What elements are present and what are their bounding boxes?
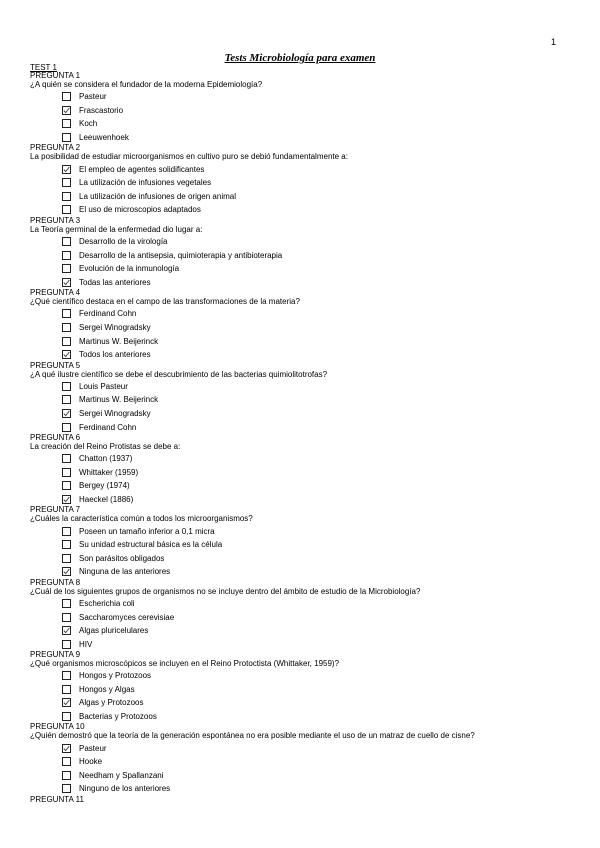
checkmark-icon [63,279,70,286]
answer-option[interactable] [30,741,570,755]
question-number: PREGUNTA 8 [30,577,81,587]
checkbox-checked[interactable] [62,165,71,174]
answer-option[interactable] [30,334,570,348]
answer-option[interactable] [30,782,570,796]
answer-option[interactable] [30,131,570,145]
questions-container [30,72,570,796]
answer-options [30,307,570,361]
checkmark-icon [63,745,70,752]
checkmark-icon [63,568,70,575]
checkmark-icon [63,351,70,358]
answer-option[interactable] [30,276,570,290]
test-label: TEST 1 [30,63,57,72]
answer-options [30,669,570,723]
answer-option[interactable] [30,669,570,683]
answer-option[interactable] [30,696,570,710]
answer-option[interactable] [30,624,570,638]
checkbox[interactable] [62,554,71,563]
option-label: Ferdinand Cohn [79,422,137,432]
checkbox[interactable] [62,382,71,391]
option-label: Ninguna de las anteriores [79,567,171,577]
answer-option[interactable] [30,637,570,651]
question-text: ¿A quién se considera el fundador de la moderna Epidemiología? [30,80,263,89]
checkbox[interactable] [62,423,71,432]
option-label: Martinus W. Beijerinck [79,336,159,346]
checkbox[interactable] [62,771,71,780]
answer-option[interactable] [30,597,570,611]
checkbox-checked[interactable] [62,744,71,753]
answer-option[interactable] [30,117,570,131]
option-label: Frascastorio [79,105,124,115]
question-number: PREGUNTA 9 [30,650,81,659]
answer-option[interactable] [30,190,570,204]
question-block [30,434,570,506]
option-label: Saccharomyces cerevisiae [79,612,175,622]
question-block [30,144,570,216]
option-label: Hongos y Algas [79,684,135,694]
answer-option[interactable] [30,248,570,262]
option-label: Koch [79,119,98,129]
question-text: ¿Cuáles la característica común a todos los microorganismos? [30,514,253,524]
checkbox[interactable] [62,454,71,463]
option-label: La utilización de infusiones de origen animal [79,191,236,201]
checkbox[interactable] [62,133,71,142]
checkbox[interactable] [62,205,71,214]
question-text: ¿Cuál de los siguientes grupos de organismos no se incluye dentro del ámbito de estudio de la Microbiología? [30,586,421,596]
checkbox-checked[interactable] [62,350,71,359]
answer-option[interactable] [30,465,570,479]
answer-option[interactable] [30,479,570,493]
option-label: Hongos y Protozoos [79,671,152,681]
answer-option[interactable] [30,452,570,466]
question-number: PREGUNTA 3 [30,215,81,225]
option-label: Ferdinand Cohn [79,309,137,319]
option-label: Whittaker (1959) [79,467,139,477]
question-block [30,506,570,578]
answer-option[interactable] [30,235,570,249]
checkbox[interactable] [62,119,71,128]
answer-option[interactable] [30,104,570,118]
answer-option[interactable] [30,203,570,217]
answer-option[interactable] [30,551,570,565]
option-label: Leeuwenhoek [79,133,129,143]
option-label: Desarrollo de la virología [79,237,168,247]
question-block [30,72,570,144]
question-text: ¿Qué científico destaca en el campo de las transformaciones de la materia? [30,297,300,307]
option-label: El empleo de agentes solidificantes [79,164,205,174]
option-label: Poseen un tamaño inferior a 0,1 micra [79,526,215,536]
option-label: Hooke [79,757,103,767]
checkbox[interactable] [62,251,71,260]
checkbox[interactable] [62,481,71,490]
option-label: Louis Pasteur [79,381,128,391]
checkbox[interactable] [62,712,71,721]
question-number: PREGUNTA 10 [30,722,85,732]
question-block [30,217,570,289]
answer-options [30,162,570,216]
option-label: Su unidad estructural básica es la célula [79,540,223,550]
checkbox-checked[interactable] [62,106,71,115]
option-label: Martinus W. Beijerinck [79,395,159,405]
option-label: Bacterias y Protozoos [79,712,157,722]
option-label: La utilización de infusiones vegetales [79,178,212,188]
checkbox-checked[interactable] [62,567,71,576]
answer-option[interactable] [30,176,570,190]
answer-option[interactable] [30,162,570,176]
option-label: Sergei Winogradsky [79,323,151,333]
question-number: PREGUNTA 6 [30,432,81,442]
answer-option[interactable] [30,420,570,434]
option-label: Todos los anteriores [79,350,151,360]
answer-options [30,524,570,578]
question-text: ¿Quién demostró que la teoría de la generación espontánea no era posible mediante el uso de un matraz de cuello de cisne? [30,731,475,741]
option-label: Bergey (1974) [79,481,130,491]
checkbox-checked[interactable] [62,278,71,287]
answer-option[interactable] [30,610,570,624]
checkbox[interactable] [62,178,71,187]
question-text: La Teoría germinal de la enfermedad dio lugar a: [30,224,203,234]
checkbox[interactable] [62,337,71,346]
question-text: ¿Qué organismos microscópicos se incluyen en el Reino Protoctista (Whittaker, 1959)? [30,659,340,668]
option-label: Todas las anteriores [79,277,151,287]
checkmark-icon [63,410,70,417]
question-block [30,723,570,795]
option-label: HIV [79,639,93,649]
answer-option[interactable] [30,393,570,407]
answer-options [30,235,570,289]
question-number: PREGUNTA 7 [30,505,81,515]
checkmark-icon [63,166,70,173]
checkbox[interactable] [62,309,71,318]
answer-option[interactable] [30,755,570,769]
checkbox-checked[interactable] [62,409,71,418]
option-label: Ninguno de los anteriores [79,784,171,794]
checkbox[interactable] [62,685,71,694]
question-text: ¿A qué ilustre científico se debe el descubrimiento de las bacterias quimiolitotrofas? [30,369,328,379]
option-label: Escherichia coli [79,598,135,608]
answer-option[interactable] [30,262,570,276]
checkmark-icon [63,107,70,114]
document-title: Tests Microbiología para examen [224,52,376,64]
checkbox-checked[interactable] [62,495,71,504]
answer-option[interactable] [30,565,570,579]
option-label: Evolución de la inmunología [79,264,180,274]
answer-option[interactable] [30,493,570,507]
option-label: Algas pluricelulares [79,626,149,636]
answer-option[interactable] [30,769,570,783]
question-text: La creación del Reino Protistas se debe a: [30,441,181,451]
answer-option[interactable] [30,321,570,335]
option-label: Pasteur [79,92,107,102]
question-block [30,362,570,434]
answer-options [30,380,570,434]
option-label: Son parásitos obligados [79,553,165,563]
checkbox-checked[interactable] [62,626,71,635]
option-label: Pasteur [79,743,107,753]
answer-options [30,597,570,651]
question-block [30,289,570,361]
checkbox[interactable] [62,613,71,622]
answer-option[interactable] [30,307,570,321]
question-number: PREGUNTA 1 [30,71,81,80]
question-number: PREGUNTA 2 [30,143,81,153]
checkbox[interactable] [62,540,71,549]
answer-option[interactable] [30,524,570,538]
option-label: Desarrollo de la antisepsia, quimioterapia y antibioterapia [79,250,283,260]
checkmark-icon [63,627,70,634]
question-text: La posibilidad de estudiar microorganismos en cultivo puro se debió fundamentalmente a: [30,152,348,162]
option-label: Sergei Winogradsky [79,408,151,418]
checkbox[interactable] [62,192,71,201]
answer-option[interactable] [30,407,570,421]
checkbox[interactable] [62,92,71,101]
checkbox[interactable] [62,395,71,404]
answer-option[interactable] [30,538,570,552]
question-block [30,651,570,723]
page-number: 1 [551,37,557,47]
question-number: PREGUNTA 4 [30,288,81,298]
option-label: Haeckel (1886) [79,494,134,504]
checkbox[interactable] [62,468,71,477]
checkbox[interactable] [62,640,71,649]
checkbox[interactable] [62,757,71,766]
checkbox[interactable] [62,599,71,608]
checkbox[interactable] [62,527,71,536]
question-number: PREGUNTA 11 [30,794,84,804]
answer-option[interactable] [30,710,570,724]
checkbox[interactable] [62,784,71,793]
question-block [30,579,570,651]
answer-option[interactable] [30,348,570,362]
answer-option[interactable] [30,380,570,394]
checkbox[interactable] [62,323,71,332]
option-label: Chatton (1937) [79,454,133,464]
question-number: PREGUNTA 5 [30,360,81,370]
option-label: Algas y Protozoos [79,698,144,708]
option-label: Needham y Spallanzani [79,770,164,780]
checkbox[interactable] [62,237,71,246]
checkmark-icon [63,699,70,706]
option-label: El uso de microscopios adaptados [79,205,201,215]
checkbox-checked[interactable] [62,698,71,707]
answer-options [30,741,570,795]
answer-option[interactable] [30,683,570,697]
answer-options [30,452,570,506]
checkmark-icon [63,496,70,503]
answer-option[interactable] [30,90,570,104]
question-list [30,64,570,804]
answer-options [30,90,570,144]
checkbox[interactable] [62,671,71,680]
checkbox[interactable] [62,264,71,273]
